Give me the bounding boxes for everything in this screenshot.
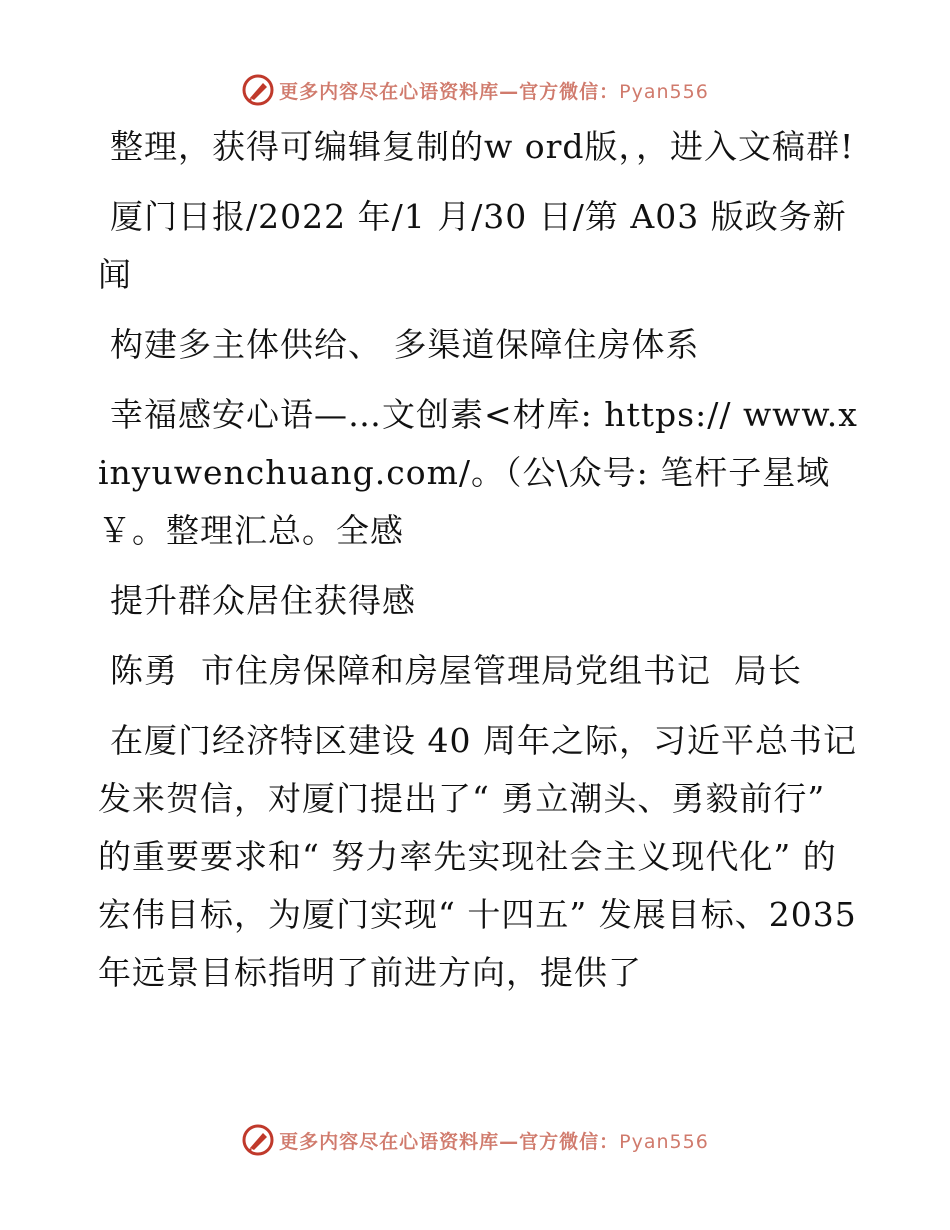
- watermark-text: 更多内容尽在心语资料库—官方微信：Pyan556: [279, 80, 709, 103]
- document-body: [98, 118, 858, 1002]
- header-watermark: [0, 70, 950, 110]
- author-line: 陈勇 市住房保障和房屋管理局党组书记 局长: [110, 651, 802, 690]
- paragraph-body: 在厦门经济特区建设 40 周年之际，习近平总书记发来贺信，对厦门提出了“ 勇立潮头、勇毅前行” 的重要要求和“ 努力率先实现社会主义现代化” 的宏伟目标，为厦门实现“ 十四五” 发展目标、2035 年远景目标指明了前进方向，提供了: [98, 721, 857, 992]
- article-title: 构建多主体供给、 多渠道保障住房体系: [110, 325, 700, 364]
- article-subtitle: 提升群众居住获得感: [110, 581, 416, 620]
- pen-logo-icon: [241, 1123, 275, 1157]
- paragraph-resource-note: 幸福感安心语—…文创素<材库: https:// www.xinyuwenchuang.com/。（公\众号: 笔杆子星域￥。整理汇总。全感: [98, 395, 858, 550]
- pen-logo-icon: [241, 73, 275, 107]
- paragraph-source: 厦门日报/2022 年/1 月/30 日/第 A03 版政务新闻: [98, 197, 847, 294]
- paragraph-intro: 整理，获得可编辑复制的w ord版，，进入文稿群!: [110, 127, 855, 166]
- watermark-text: 更多内容尽在心语资料库—官方微信：Pyan556: [279, 1130, 709, 1153]
- footer-watermark: [0, 1120, 950, 1160]
